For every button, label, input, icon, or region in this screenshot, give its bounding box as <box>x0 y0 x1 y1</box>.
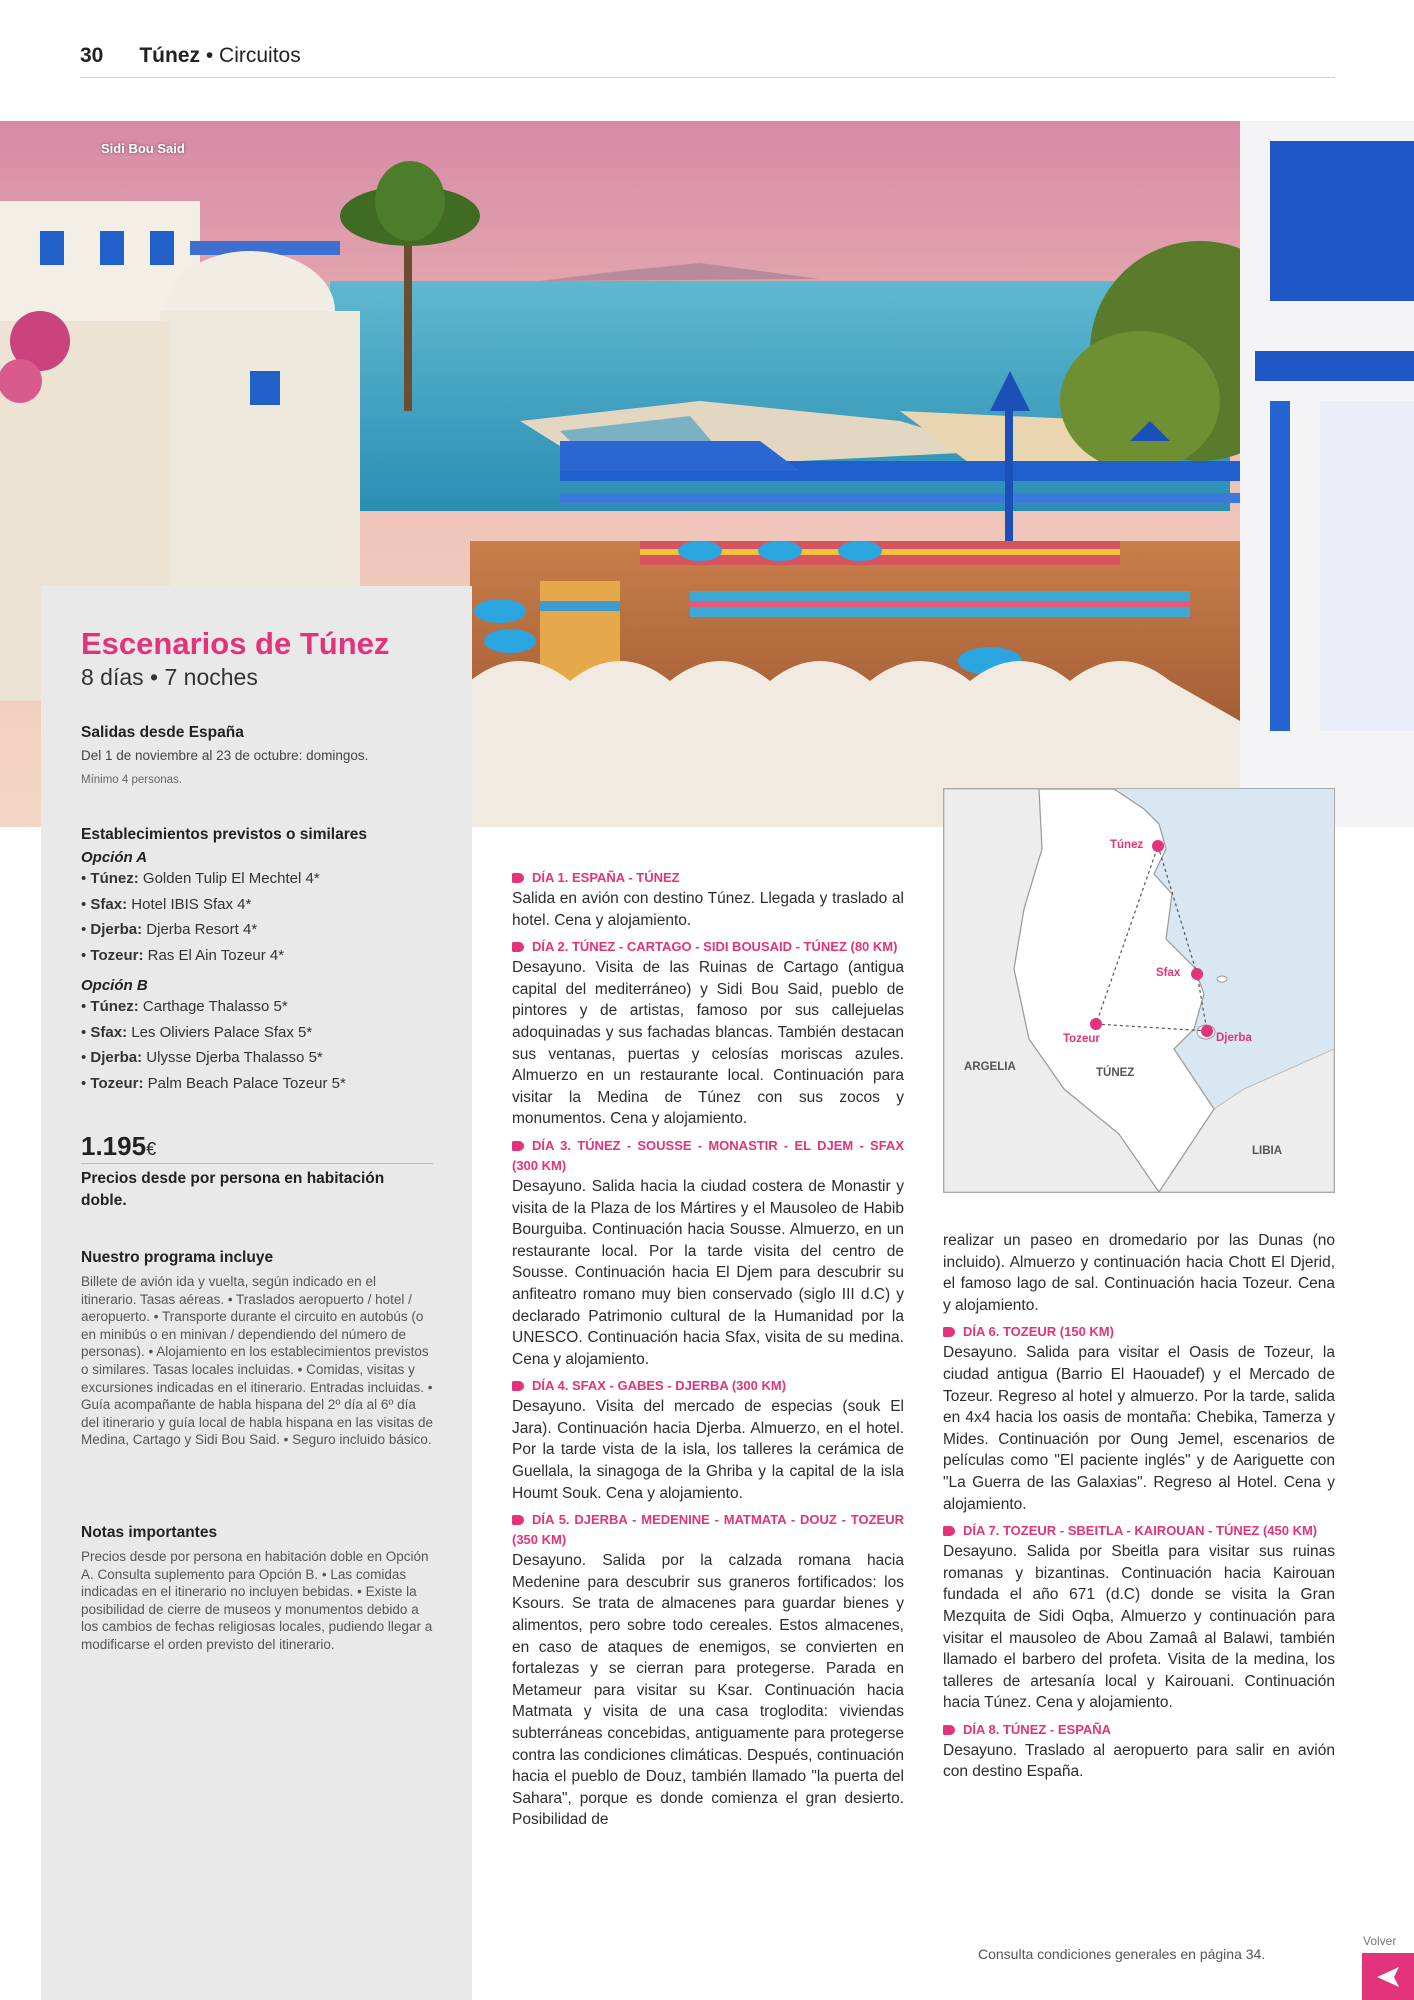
section-title-rest: • Circuitos <box>200 44 301 67</box>
page-header <box>80 44 1335 78</box>
day-marker-icon <box>943 1725 955 1735</box>
hotels-option-a <box>81 849 433 968</box>
day-heading: DÍA 2. TÚNEZ - CARTAGO - SIDI BOUSAID - TÚNEZ (80 KM) <box>512 937 904 957</box>
day-text: Salida en avión con destino Túnez. Llegada y traslado al hotel. Cena y alojamiento. <box>512 890 904 929</box>
option-b-label: Opción B <box>81 977 148 994</box>
tour-title: Escenarios de Túnez <box>81 626 390 661</box>
departures-text: Del 1 de noviembre al 23 de octubre: domingos. <box>81 748 369 763</box>
notes-heading: Notas importantes <box>81 1524 218 1541</box>
day-text: Desayuno. Salida para visitar el Oasis de Tozeur, la ciudad antigua (Barrio El Haouadef) y el Mercado de Tozeur. Regreso al hotel y almuerzo. Por la tarde, salida en 4x4 hacia los oasis de montaña: Chebika, Tamerza y Mides. Continuación por Oung Jemel, escenarios de películas como "El paciente inglés" y de Aariguette con "La Guerra de las Galaxias". Regreso al Hotel. Cena y alojamiento. <box>943 1344 1335 1513</box>
day-text: Desayuno. Salida hacia la ciudad costera de Monastir y visita de la Plaza de los Mártires y el Mausoleo de Habib Bourguiba. Continuación hacia Sousse. Almuerzo, en un restaurante local. Por la tarde visita del centro de Sousse. Continuación hacia El Djem para descubrir su anfiteatro romano muy bien conservado (siglo III d.C) y declarado Patrimonio cultural de la Humanidad por la UNESCO. Continuación hacia Sfax, visita de su medina. Cena y alojamiento. <box>512 1177 904 1368</box>
minimum-persons: Mínimo 4 personas. <box>81 774 182 786</box>
tour-info-panel <box>41 586 472 2000</box>
price-divider <box>81 1163 433 1164</box>
departures-heading: Salidas desde España <box>81 724 244 741</box>
itinerary-column-2 <box>943 1230 1335 1789</box>
hotels-option-b <box>81 977 433 1096</box>
map-country-argelia: ARGELIA <box>964 1061 1016 1073</box>
day-marker-icon <box>512 942 524 952</box>
day-text: Desayuno. Traslado al aeropuerto para salir en avión con destino España. <box>943 1741 1335 1781</box>
hotel-item: • Túnez: Golden Tulip El Mechtel 4* <box>81 870 320 887</box>
notes-text: Precios desde por persona en habitación doble en Opción A. Consulta suplemento para Opción B. • Las comidas indicadas en el itinerario no incluyen bebidas. • Existe la posibilidad de cierre de museos y monumentos debido a los cambios de fechas religiosas locales, pudiendo llegar a modificarse el orden previsto del itinerario. <box>81 1549 433 1652</box>
hotel-item: • Sfax: Les Oliviers Palace Sfax 5* <box>81 1023 313 1041</box>
map-city-sfax: Sfax <box>1156 967 1181 979</box>
map-city-djerba: Djerba <box>1216 1032 1252 1044</box>
day-text-continued: realizar un paseo en dromedario por las Dunas (no incluido). Almuerzo y continuación hacia Chott El Djerid, el famoso lago de sal. Continuación hacia Tozeur. Cena y alojamiento. <box>943 1232 1335 1314</box>
price-note: Precios desde por persona en habitación doble. <box>81 1170 385 1209</box>
section-title <box>139 44 300 68</box>
section-title-bold: Túnez <box>139 44 201 67</box>
route-map <box>943 788 1335 1193</box>
itinerary-column-1 <box>512 862 904 1837</box>
day-marker-icon <box>512 1381 524 1391</box>
day-heading: DÍA 1. ESPAÑA - TÚNEZ <box>512 868 904 888</box>
hotels-heading: Establecimientos previstos o similares <box>81 826 368 843</box>
map-city-tunez: Túnez <box>1110 839 1144 851</box>
day-text: Desayuno. Visita del mercado de especias (souk El Jara). Continuación hacia Djerba. Almuerzo, en el hotel. Por la tarde vista de la isla, los talleres la cerámica de Guellala, la sinagoga de la Ghriba y la capital de la isla Houmt Souk. Cena y alojamiento. <box>512 1398 904 1502</box>
hotel-item: • Tozeur: Palm Beach Palace Tozeur 5* <box>81 1074 346 1092</box>
day-heading: DÍA 5. DJERBA - MEDENINE - MATMATA - DOUZ - TOZEUR (350 KM) <box>512 1512 904 1548</box>
hotel-item: • Djerba: Djerba Resort 4* <box>81 921 258 938</box>
day-marker-icon <box>512 1141 524 1151</box>
conditions-note: Consulta condiciones generales en página 34. <box>978 1946 1266 1962</box>
back-button[interactable] <box>1362 1953 1414 2000</box>
option-a-label: Opción A <box>81 849 148 866</box>
map-city-tozeur: Tozeur <box>1063 1033 1100 1045</box>
day-heading: DÍA 3. TÚNEZ - SOUSSE - MONASTIR - EL DJEM - SFAX (300 KM) <box>512 1137 904 1173</box>
price: 1.195€ <box>81 1131 157 1161</box>
day-heading: DÍA 4. SFAX - GABES - DJERBA (300 KM) <box>512 1376 904 1396</box>
hotel-item: • Tozeur: Ras El Ain Tozeur 4* <box>81 946 285 964</box>
tour-duration: 8 días • 7 noches <box>81 664 258 690</box>
day-heading: DÍA 7. TOZEUR - SBEITLA - KAIROUAN - TÚNEZ (450 KM) <box>943 1521 1335 1541</box>
includes-text: Billete de avión ida y vuelta, según indicado en el itinerario. Tasas aéreas. • Traslados aeropuerto / hotel / aeropuerto. • Transporte durante el circuito en autobús (o en minibús o en minivan / dependiendo del número de personas). • Alojamiento en los establecimientos previstos o similares. Tasas locales incluidas. • Comidas, visitas y excursiones indicadas en el itinerario. Entradas incluidas. • Guía acompañante de habla hispana del 2º día al 6º día del itinerario y guía local de habla hispana en las visitas de Medina, Cartago y Sidi Bou Said. • Seguro incluido básico. <box>81 1274 433 1448</box>
page-number: 30 <box>80 44 104 67</box>
hero-caption: Sidi Bou Said <box>101 141 185 156</box>
day-heading: DÍA 8. TÚNEZ - ESPAÑA <box>943 1720 1335 1740</box>
day-marker-icon <box>512 873 524 883</box>
back-arrow-icon <box>1375 1965 1401 1989</box>
day-marker-icon <box>512 1515 524 1525</box>
day-marker-icon <box>943 1526 955 1536</box>
hotel-item: • Djerba: Ulysse Djerba Thalasso 5* <box>81 1049 323 1066</box>
day-text: Desayuno. Salida por la calzada romana hacia Medenine para descubrir sus graneros fortificados: los Ksours. Se trata de almacenes para guardar bienes y alimentos, pero sobre todo cereales. Estos almacenes, en caso de ataques de enemigos, se convierten en fortalezas y se cierran para protegerse. Parada en Metameur para visitar su Ksar. Continuación hacia Matmata y visita de una casa troglodita: viviendas subterráneas concebidas, antiguamente para protegerse contra las condiciones climáticas. Después, continuación hacia el pueblo de Douz, también llamado "la puerta del Sahara", porque es donde comienza el gran desierto. Posibilidad de <box>512 1552 904 1829</box>
day-marker-icon <box>943 1327 955 1337</box>
day-text: Desayuno. Salida por Sbeitla para visitar sus ruinas romanas y bizantinas. Continuación hacia Kairouan fundada el año 671 (d.C) donde se visita la Gran Mezquita de Sidi Oqba, Almuerzo y continuación para visitar el mausoleo de Abou Zamaâ al Balawi, también llamado el barbero del profeta. Visita de la medina, los talleres de artesanía local y Kairouani. Continuación hacia Túnez. Cena y alojamiento. <box>943 1543 1335 1712</box>
back-label[interactable]: Volver <box>1363 1934 1397 1948</box>
map-country-tunez: TÚNEZ <box>1096 1067 1135 1079</box>
day-text: Desayuno. Visita de las Ruinas de Cartago (antigua capital del mediterráneo) y Sidi Bou Said, pueblo de pintores y de artistas, famoso por sus callejuelas adoquinadas y sus fachadas blancas. También destacan sus ventanas, puertas y celosías moriscas azules. Almuerzo en un restaurante local. Continuación para visitar la Medina de Túnez con sus zocos y monumentos. Cena y alojamiento. <box>512 959 904 1128</box>
hotel-item: • Túnez: Carthage Thalasso 5* <box>81 998 288 1015</box>
hotel-item: • Sfax: Hotel IBIS Sfax 4* <box>81 895 252 913</box>
map-country-libia: LIBIA <box>1252 1145 1283 1157</box>
day-heading: DÍA 6. TOZEUR (150 KM) <box>943 1322 1335 1342</box>
includes-heading: Nuestro programa incluye <box>81 1249 274 1266</box>
